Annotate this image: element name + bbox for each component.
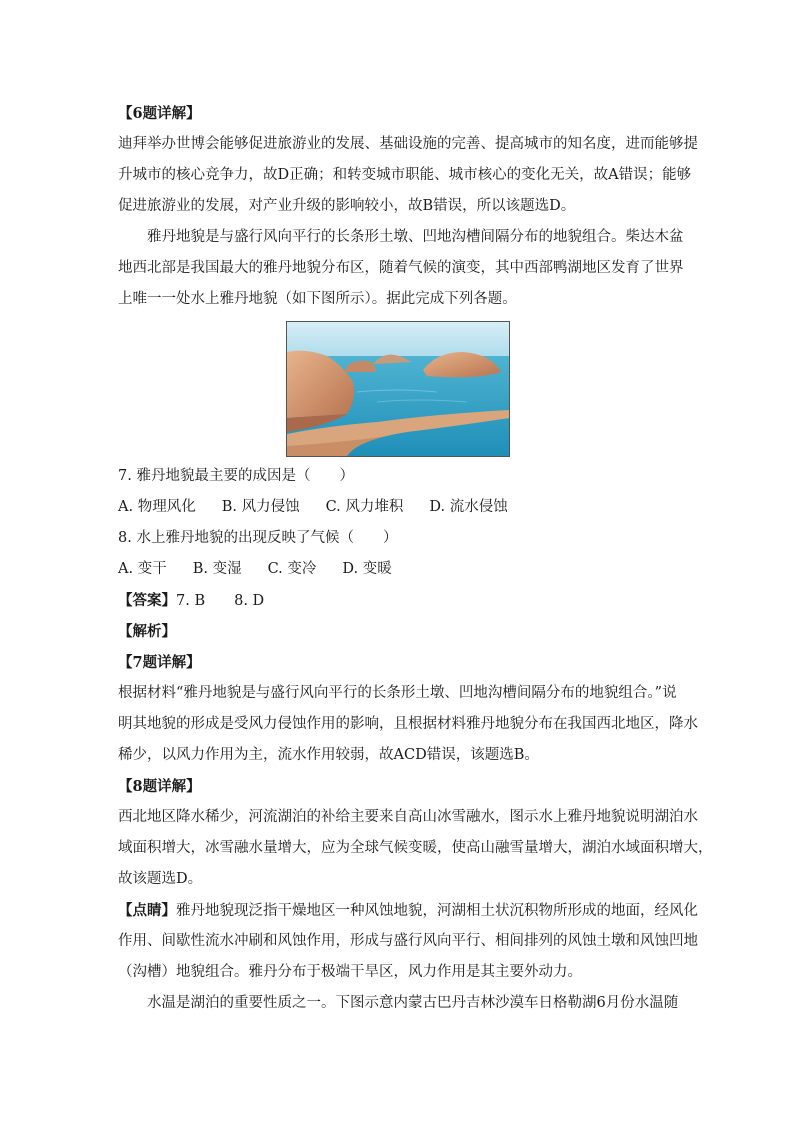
analysis-header: 【解析】 bbox=[118, 623, 176, 640]
answer-text: 7. B 8. D bbox=[176, 593, 265, 609]
p7-line: 明其地貌的形成是受风力侵蚀作用的影响，且根据材料雅丹地貌分布在我国西北地区，降水 bbox=[118, 716, 698, 732]
p7-line: 稀少，以风力作用为主，流水作用较弱，故ACD错误，该题选B。 bbox=[118, 747, 539, 763]
answer-label: 【答案】 bbox=[118, 592, 176, 609]
p8-line: 域面积增大，冰雪融水量增大，应为全球气候变暖，使高山融雪量增大，湖泊水域面积增大， bbox=[118, 840, 713, 856]
yardang-illustration bbox=[287, 322, 509, 456]
p7-line: 根据材料“雅丹地貌是与盛行风向平行的长条形土墩、凹地沟槽间隔分布的地貌组合。”说 bbox=[118, 685, 677, 701]
document-page bbox=[118, 98, 713, 1019]
q8-option-c: C. 变冷 bbox=[267, 561, 317, 577]
q8-stem: 8. 水上雅丹地貌的出现反映了气候（ ） bbox=[118, 530, 398, 546]
dianjing-label: 【点睛】 bbox=[118, 902, 176, 919]
q8-option-a: A. 变干 bbox=[118, 561, 167, 577]
q7-option-a: A. 物理风化 bbox=[118, 499, 196, 515]
p8-line: 故该题选D。 bbox=[118, 871, 203, 887]
yardang-photo bbox=[286, 321, 510, 457]
p6-line: 促进旅游业的发展，对产业升级的影响较小，故B错误，所以该题选D。 bbox=[118, 198, 576, 214]
p8-line: 西北地区降水稀少，河流湖泊的补给主要来自高山冰雪融水，图示水上雅丹地貌说明湖泊水 bbox=[118, 809, 698, 825]
q7-option-b: B. 风力侵蚀 bbox=[221, 499, 300, 515]
next-intro-line: 水温是湖泊的重要性质之一。下图示意内蒙古巴丹吉林沙漠车日格勒湖6月份水温随 bbox=[147, 995, 679, 1011]
intro-line: 地西北部是我国最大的雅丹地貌分布区，随着气候的演变，其中西部鸭湖地区发育了世界 bbox=[118, 260, 684, 276]
q7-option-d: D. 流水侵蚀 bbox=[429, 499, 508, 515]
p7-header: 【7题详解】 bbox=[118, 654, 201, 671]
dianjing-line: 作用、间歇性流水冲刷和风蚀作用，形成与盛行风向平行、相间排列的风蚀土墩和风蚀凹地 bbox=[118, 933, 698, 949]
q8-option-d: D. 变暖 bbox=[342, 561, 392, 577]
dianjing-text: 雅丹地貌现泛指干燥地区一种风蚀地貌，河湖相土状沉积物所形成的地面，经风化 bbox=[176, 903, 698, 919]
dianjing-line: （沟槽）地貌组合。雅丹分布于极端干旱区，风力作用是其主要外动力。 bbox=[118, 964, 582, 980]
intro-line: 上唯一一处水上雅丹地貌（如下图所示）。据此完成下列各题。 bbox=[118, 291, 517, 307]
q7-option-c: C. 风力堆积 bbox=[325, 499, 404, 515]
p6-header: 【6题详解】 bbox=[118, 105, 201, 122]
q8-option-b: B. 变湿 bbox=[192, 561, 242, 577]
figure-container bbox=[118, 315, 678, 461]
q8-options bbox=[118, 554, 678, 585]
answer-line bbox=[118, 585, 678, 616]
intro-line: 雅丹地貌是与盛行风向平行的长条形土墩、凹地沟槽间隔分布的地貌组合。柴达木盆 bbox=[147, 229, 684, 245]
p6-line: 升城市的核心竞争力，故D正确；和转变城市职能、城市核心的变化无关，故A错误；能够 bbox=[118, 167, 692, 183]
q7-stem: 7. 雅丹地貌最主要的成因是（ ） bbox=[118, 468, 354, 484]
q7-options bbox=[118, 492, 678, 523]
dianjing-line bbox=[118, 895, 698, 926]
p8-header: 【8题详解】 bbox=[118, 778, 201, 795]
p6-line: 迪拜举办世博会能够促进旅游业的发展、基础设施的完善、提高城市的知名度，进而能够提 bbox=[118, 136, 698, 152]
